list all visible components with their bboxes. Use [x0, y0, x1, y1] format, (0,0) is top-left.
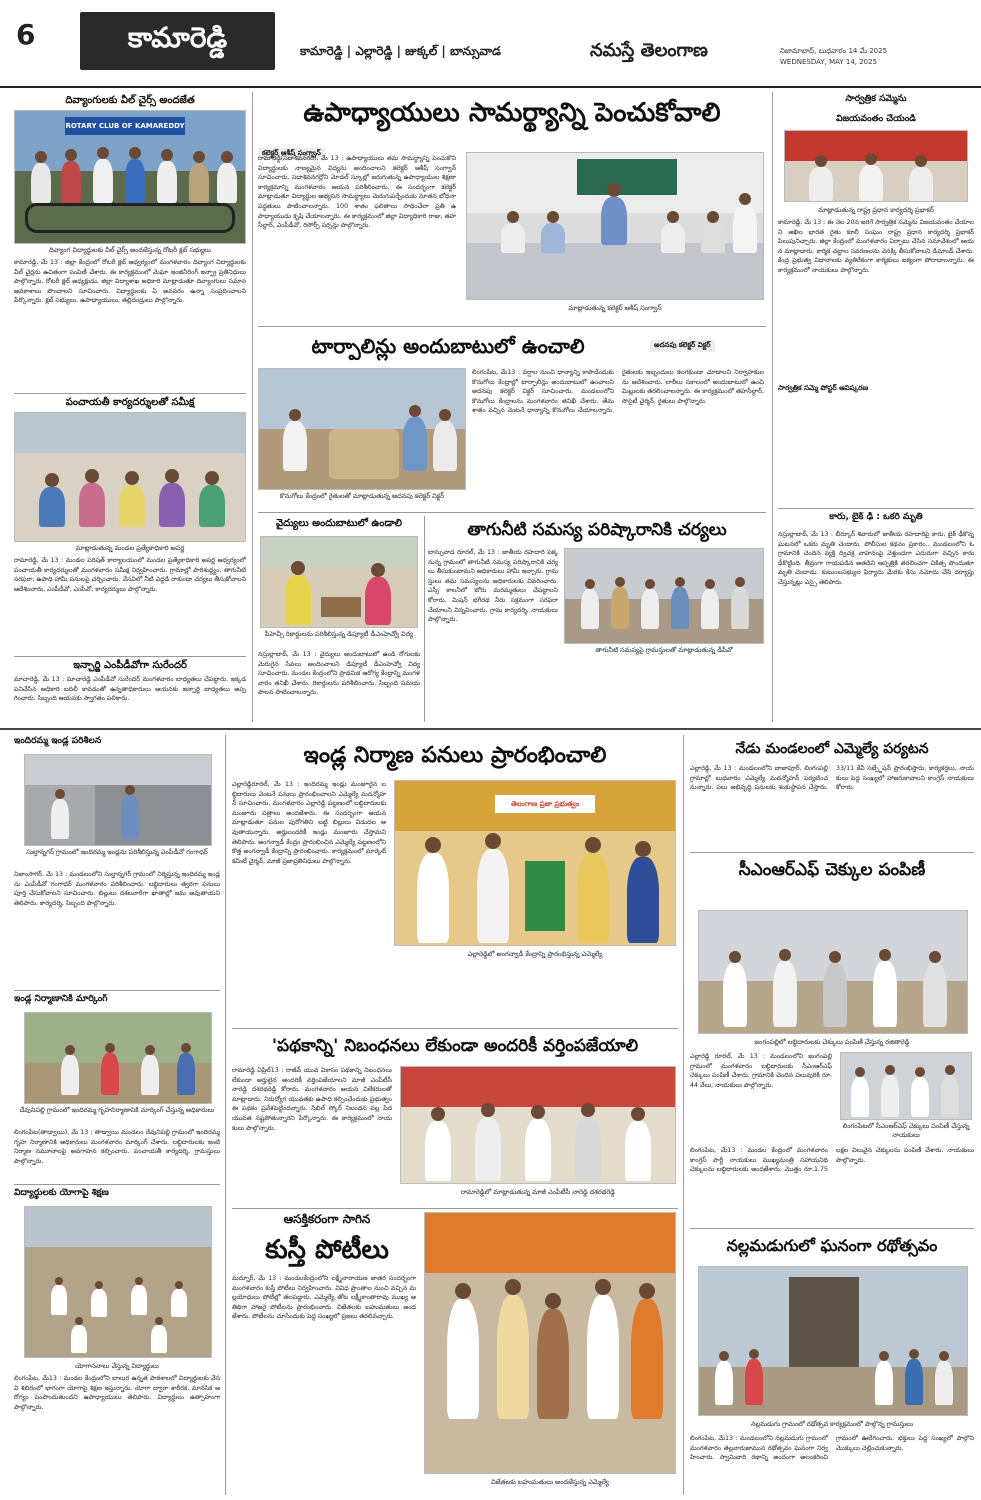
- page-number: 6: [16, 18, 36, 51]
- caption: ఎల్లారెడ్డిలో అంగన్వాడీ కేంద్రాన్ని ప్రారంభిస్తున్న ఎమ్మెల్యే: [467, 950, 603, 958]
- headline: దివ్యాంగులకు వీల్ చైర్స్ అందజేత: [65, 95, 195, 106]
- article-wrestling: [232, 1212, 678, 1492]
- article-yoga: [14, 1188, 220, 1488]
- headline-line2: కుస్తీ పోటీలు: [265, 1235, 389, 1265]
- masthead: [0, 0, 981, 88]
- article-lead: [258, 94, 766, 324]
- photo: [258, 368, 466, 490]
- divider: [225, 735, 226, 1495]
- date-te: నిజామాబాద్, బుధవారం 14 మే 2025: [780, 47, 888, 55]
- headline-line2: విజయవంతం చేయండి: [836, 114, 916, 124]
- article-body: లింగంపేట, మే13 : మండలంలోని నల్లమడుగు గ్రామంలో మంగళవారం తెల్లవారుజామున రథోత్సవం ఘనంగా నిర్వహించారు. స్వామివారి రథాన్ని అందంగా అలంకరించి గ్రామంలో ఊరేగించారు. భక్తులు పెద్ద సంఖ్యలో పాల్గొని మొక్కులు చెల్లించుకున్నారు.: [690, 1435, 974, 1462]
- photo: [14, 412, 246, 542]
- headline: ఆసక్తికరంగా సాగిన: [283, 1212, 371, 1226]
- divider: [683, 735, 684, 1495]
- divider: [252, 92, 253, 722]
- article-general-strike: [778, 94, 974, 504]
- section-name: కామారెడ్డి: [80, 12, 275, 70]
- photo: [400, 1066, 676, 1184]
- photo: [564, 548, 764, 644]
- caption: సుల్తాన్నగర్ గ్రామంలో ఇందిరమ్మ ఇండ్లను పరిశీలిస్తున్న ఎంపీడీవో గంగాధర్: [26, 848, 208, 856]
- article-scheme-norms: [232, 1032, 678, 1206]
- caption: దేవునిపల్లి గ్రామంలో ఇందిరమ్మ గృహనిర్మాణానికి మార్కింగ్ చేస్తున్న అధికారులు: [19, 1106, 215, 1114]
- caption: యోగాసనాలు వేస్తున్న విద్యార్థులు: [75, 1362, 159, 1370]
- article-body: లింగంపేట, మే13 : మండల కేంద్రంలోని బాలుర ఉన్నత పాఠశాలలో విద్యార్థులకు వేసవి శిబిరంలో భాగంగా యోగాపై శిక్షణ ఇస్తున్నారు. యోగా ద్వారా శారీరక, మానసిక ఆరోగ్యం పెంపొందుతుందని ఉపాధ్యాయులు తెలిపారు. విద్యార్థులు ఉత్సాహంగా పాల్గొన్నారు.: [14, 1375, 220, 1411]
- headline: టార్పాలిన్లు అందుబాటులో ఉంచాలి: [311, 334, 585, 358]
- article-body: కామారెడ్డి, మే 13 : ఈ నెల 20న జరిగే సార్వత్రిక సమ్మెను విజయవంతం చేయాలని అఖిల భారత రైతు కూలీ సంఘం రాష్ట్ర ప్రధాన కార్యదర్శి ప్రభాకర్ పిలుపునిచ్చారు. జిల్లా కేంద్రంలో మంగళవారం ఏర్పాటు చేసిన సమావేశంలో ఆయన మాట్లాడారు. కార్మిక చట్టాల సవరణలను వెనక్కి తీసుకోవాలని డిమాండ్ చేశారు. కేంద్ర ప్రభుత్వ విధానాలకు వ్యతిరేకంగా కార్మికులు ఐక్యంగా పోరాడాలన్నారు. ఈ కార్యక్రమంలో నాయకులు పాల్గొన్నారు.: [778, 219, 974, 274]
- divider: [0, 728, 981, 730]
- caption: మాట్లాడుతున్న రాష్ట్ర ప్రధాన కార్యదర్శి ప్రభాకర్: [818, 206, 934, 214]
- photo: [840, 1052, 972, 1120]
- article-cmrf-cheques: [690, 856, 974, 1226]
- photo: [424, 1212, 676, 1474]
- article-body: బాన్సువాడ రూరల్, మే 13 : జాతీయ రహదారి పక్కనున్న గ్రామంలో తాగునీటి సమస్య పరిష్కారానికి చర్యలు తీసుకుంటామని అధికారులు హామీ ఇచ్చారు. గ్రామస్తులు తమ సమస్యలను అధికారులకు వివరించారు. ఎస్సీ కాలనీలో బోరు మరమ్మతులు చేపట్టాలని కోరారు. మిషన్ భగీరథ నీరు సక్రమంగా సరఫరా చేయాలని విన్నవించారు. గ్రామ కార్యదర్శి, నాయకులు పాల్గొన్నారు.: [428, 549, 558, 624]
- article-chariot-festival: [690, 1232, 974, 1492]
- article-body: రామారెడ్డి(సదాశివనగర్), మే 13 : ఉపాధ్యాయులు తమ సామర్థ్యాన్ని పెంచుకొని విద్యార్థులకు నాణ్యమైన విద్యను అందించాలని కలెక్టర్ ఆశీష్ సంగ్వాన్ సూచించారు. సదాశివనగర్లోని మోడల్ స్కూల్లో జరుగుతున్న ఉపాధ్యాయుల శిక్షణా కార్యక్రమాన్ని మంగళవారం ఆయన పరిశీలించారు. ఈ సందర్భంగా కలెక్టర్ మాట్లాడుతూ విద్యార్థుల అభ్యసన సామర్థ్యాలు మెరుగుపర్చేందుకు నూతన బోధనా పద్ధతులు పాటించాలన్నారు. 100 శాతం ఫలితాలు సాధించేలా ప్రతి ఉపాధ్యాయుడు కృషి చేయాలన్నారు. ఈ కార్యక్రమంలో జిల్లా విద్యాధికారి రాజు, తహసీల్దార్, ఎంపీడీవో, రిసోర్స్ పర్సన్లు పాల్గొన్నారు.: [258, 155, 456, 230]
- paper-name: నమస్తే తెలంగాణ: [590, 40, 708, 61]
- article-wheelchairs: [14, 94, 246, 390]
- headline: సార్వత్రిక సమ్మెను: [845, 94, 907, 104]
- date-en: WEDNESDAY, MAY 14, 2025: [780, 58, 878, 66]
- subtag: అదనపు కలెక్టర్ విక్టర్: [650, 332, 715, 352]
- caption: మాట్లాడుతున్న కలెక్టర్ ఆశీష్ సంగ్వాన్: [568, 304, 662, 312]
- headline: ఇందిరమ్మ ఇండ్ల పరిశీలన: [14, 736, 102, 746]
- article-body: ఎల్లారెడ్డిరూరల్, మే 13 : ఇందిరమ్మ ఇండ్లు మంజూరైన లబ్ధిదారులు వెంటనే పనులు ప్రారంభించాలని ఎమ్మెల్యే మదన్మోహన్ సూచించారు. మంగళవారం ఎల్లారెడ్డి పట్టణంలో లబ్ధిదారులకు మంజూరు పత్రాలు అందజేశారు. ఈ సందర్భంగా ఆయన మాట్లాడుతూ పనుల పురోగతిని బట్టి బిల్లులు విడుదల అవుతాయన్నారు. అర్హులందరికీ ఇండ్లు మంజూరు చేస్తామని తెలిపారు. అంగన్వాడీ కేంద్రం ప్రారంభించిన ఎమ్మెల్యే పట్టణంలోని కొత్త అంగన్వాడీ కేంద్రాన్ని ప్రారంభించారు. కార్యక్రమంలో మార్కెట్ కమిటీ చైర్మన్, మాజీ ప్రజాప్రతినిధులు పాల్గొన్నారు.: [232, 781, 386, 865]
- date-block: [780, 46, 887, 68]
- article-tarpaulins: [258, 330, 766, 510]
- masthead-rule: [0, 86, 981, 88]
- article-body: మాచారెడ్డి, మే 13 : మాచారెడ్డి ఎంపీడీవో సురేందర్ మంగళవారం బాధ్యతలు చేపట్టారు. ఇక్కడ పనిచేసిన అధికారి బదిలీ కావడంతో ఉన్నతాధికారులు ఆయనకు ఇన్చార్జి బాధ్యతలు అప్పగించారు. సిబ్బంది ఆయనకు స్వాగతం పలికారు.: [14, 676, 246, 703]
- headline: నల్లమడుగులో ఘనంగా రథోత్సవం: [726, 1236, 938, 1255]
- headline: తాగునీటి సమస్య పరిష్కారానికి చర్యలు: [467, 520, 727, 540]
- headline: పంచాయతీ కార్యదర్శులతో సమీక్ష: [65, 397, 195, 408]
- caption: తాగునీటి సమస్యపై గ్రామస్తులతో మాట్లాడుతున్న డీపీవో: [595, 646, 733, 654]
- article-body: ఎల్లారెడ్డి, మే 13 : మండలంలోని బాజాపూర్, లింగంపల్లి గ్రామాల్లో బుధవారం ఎమ్మెల్యే మదన్మోహన్ పర్యటించనున్నారు. పలు అభివృద్ధి పనులకు శంకుస్థాపన చేస్తారు. 33/11 కేవీ సబ్స్టేషన్ ప్రారంభిస్తారు. కార్యకర్తలు, నాయకులు పెద్ద సంఖ్యలో హాజరుకావాలని కాంగ్రెస్ నాయకులు కోరారు.: [690, 765, 974, 792]
- headline: ఇన్చార్జి ఎంపీడీవోగా సురేందర్: [73, 660, 187, 671]
- caption: దివ్యాంగ విద్యార్థులకు వీల్ చైర్స్ అందజేస్తున్న రోటరీ క్లబ్ సభ్యులు: [49, 246, 211, 254]
- article-indiramma-inspection: [14, 736, 220, 986]
- article-body: కామారెడ్డి, మే 13 : జిల్లా కేంద్రంలో రోటరీ క్లబ్ ఆధ్వర్యంలో మంగళవారం దివ్యాంగ విద్యార్థులకు వీల్ చైర్లను ఉచితంగా పంపిణీ చేశారు. ఈ కార్యక్రమంలో మెఘా ఇంజినీరింగ్ ఇన్ఫ్రా ప్రతినిధులు పాల్గొన్నారు. రోటరీ క్లబ్ అధ్యక్షుడు, జిల్లా విద్యాశాఖ అధికారి మాట్లాడుతూ దివ్యాంగులు సమాన అవకాశాలు పొందాలని సూచించారు. విద్యార్థులకు ఏ అవసరం ఉన్నా సంప్రదించాలని పేర్కొన్నారు. క్లబ్ సభ్యులు, ఉపాధ్యాయులు, తల్లిదండ్రులు పాల్గొన్నారు.: [14, 259, 246, 305]
- headline: ఉపాధ్యాయులు సామర్థ్యాన్ని పెంచుకోవాలి: [303, 98, 721, 128]
- caption: లింగంపేటలో సీఎంఆర్ఎఫ్ చెక్కులు పంపిణీ చేస్తున్న నాయకులు: [842, 1122, 970, 1139]
- headline: విద్యార్థులకు యోగాపై శిక్షణ: [14, 1188, 109, 1198]
- article-body: ఎల్లారెడ్డి రూరల్, మే 13 : మండలంలోని జంగంపల్లి గ్రామంలో మంగళవారం లబ్ధిదారులకు సీఎంఆర్ఎఫ్ చెక్కులు పంపిణీ చేశారు. గ్రామానికి చెందిన పలువురికి రూ.44 వేలు, నాయకులు పాల్గొన్నారు.: [690, 1053, 832, 1089]
- article-body: నస్రుల్లాబాద్, మే 13 : బీర్కూర్ శివారులో జాతీయ రహదారిపై కారు, బైక్ ఢీకొన్న ఘటనలో ఒకరు మృతి చెందారు. పోలీసుల కథనం ప్రకారం.. మండలంలోని ఓ గ్రామానికి చెందిన వ్యక్తి ద్విచక్ర వాహనంపై వెళ్తుండగా ఎదురుగా వచ్చిన కారు ఢీకొట్టింది. తీవ్రంగా గాయపడిన అతడిని ఆస్పత్రికి తరలించగా చికిత్స పొందుతూ మృతి చెందాడు. కుటుంబసభ్యుల ఫిర్యాదు మేరకు కేసు నమోదు చేసి దర్యాప్తు చేస్తున్నట్లు ఎస్సై తెలిపారు.: [778, 531, 974, 586]
- photo: [24, 1012, 212, 1104]
- banner-text: తెలంగాణ ప్రజా ప్రభుత్వం: [495, 795, 595, 813]
- byline: కలెక్టర్ ఆశీష్ సంగ్వాన్: [258, 140, 325, 160]
- caption: రామారెడ్డిలో మాట్లాడుతున్న మాజీ ఎంపీటీసీ నారెడ్డి దశరథరెడ్డి: [461, 1188, 615, 1196]
- headline: ఇండ్ల నిర్మాణానికి మార్కింగ్: [14, 994, 108, 1004]
- photo: [466, 152, 764, 300]
- caption: నల్లమడుగు గ్రామంలో రథోత్సవ కార్యక్రమంలో పాల్గొన్న గ్రామస్తులు: [750, 1420, 914, 1428]
- article-panchayat-review: [14, 396, 246, 654]
- photo: [784, 130, 968, 202]
- headline: సీఎంఆర్ఎఫ్ చెక్కుల పంపిణీ: [738, 860, 926, 880]
- caption: పీహెచ్సీ రికార్డులను పరిశీలిస్తున్న డిప్యూటీ డీఎంహెచ్వో విద్య: [264, 630, 414, 638]
- article-body: నస్రుల్లాబాద్, మే 13 : వైద్యులు అందుబాటులో ఉండి రోగులకు మెరుగైన సేవలు అందించాలని డిప్యూటీ డీఎంహెచ్వో విద్య సూచించారు. మండల కేంద్రంలోని ప్రాథమిక ఆరోగ్య కేంద్రాన్ని మంగళవారం తనిఖీ చేశారు. రికార్డులను పరిశీలించారు. సిబ్బంది సమయపాలన పాటించాలన్నారు.: [258, 651, 420, 697]
- subheading: సార్వత్రిక సమ్మె పోస్టర్ ఆవిష్కరణ: [778, 384, 869, 392]
- article-body: రామారెడ్డి, మే 13 : మండల పరిషత్ కార్యాలయంలో మండల ప్రత్యేకాధికారి అపర్ణ ఆధ్వర్యంలో పంచాయతీ కార్యదర్శులతో మంగళవారం సమీక్ష నిర్వహించారు. గ్రామాల్లో పారిశుద్ధ్యం, తాగునీటి సరఫరా, ఉపాధి హామీ పనులపై చర్చించారు. వేసవిలో నీటి ఎద్దడి రాకుండా చర్యలు తీసుకోవాలని ఆదేశించారు. ఎంపీడీవో, ఎంపీవో, కార్యదర్శులు పాల్గొన్నారు.: [14, 557, 246, 593]
- article-mla-visit: [690, 738, 974, 850]
- photo: [698, 1266, 968, 1416]
- headline: కారు, బైక్ ఢీ : ఒకరి మృతి: [829, 512, 923, 522]
- article-body: మద్నూర్, మే 13 : మండలకేంద్రంలోని లక్ష్మీనారాయణ జాతర సందర్భంగా మంగళవారం కుస్తీ పోటీలు నిర్వహించారు. వివిధ ప్రాంతాల నుంచి వచ్చిన మల్లయోధులు పోటీల్లో తలపడ్డారు. ఎమ్మెల్యే తోట లక్ష్మీకాంతారావు ముఖ్య అతిథిగా హాజరై పోటీలను ప్రారంభించారు. విజేతలకు బహుమతులు అందజేశారు. పోటీలను చూసేందుకు పెద్ద సంఖ్యలో ప్రజలు తరలివచ్చారు.: [232, 1275, 416, 1321]
- places-list: కామారెడ్డి | ఎల్లారెడ్డి | జుక్కల్ | బాన్సువాడ: [300, 44, 501, 58]
- article-body: లింగంపేట, మే13 : వర్షాల నుంచి ధాన్యాన్ని కాపాడేందుకు కొనుగోలు కేంద్రాల్లో టార్పాలిన్లు అందుబాటులో ఉంచాలని అదనపు కలెక్టర్ విక్టర్ సూచించారు. మండలంలోని కొనుగోలు కేంద్రాలను మంగళవారం తనిఖీ చేశారు. తేమ శాతం వచ్చిన వెంటనే ధాన్యాన్ని కొనుగోలు చేయాలన్నారు. రైతులకు ఇబ్బందులు కలగకుండా చూడాలని నిర్వాహకులను ఆదేశించారు. లారీలు సకాలంలో అందుబాటులో ఉంచి మిల్లులకు తరలించాలన్నారు. ఈ కార్యక్రమంలో తహసీల్దార్, సొసైటీ చైర్మన్, రైతులు పాల్గొన్నారు.: [472, 369, 764, 415]
- caption: జంగంపల్లిలో లబ్ధిదారులకు చెక్కులు పంపిణీ చేస్తున్న రజితారెడ్డి: [754, 1038, 910, 1046]
- caption: మాట్లాడుతున్న మండల ప్రత్యేకాధికారి అపర్ణ: [75, 544, 185, 552]
- divider: [772, 92, 773, 722]
- article-marking: [14, 994, 220, 1180]
- photo: [698, 910, 968, 1034]
- photo: [394, 780, 676, 946]
- article-body: లింగంపేట, మే13 : మండల కేంద్రంలో మంగళవారం కాంగ్రెస్ పార్టీ నాయకులు ముఖ్యమంత్రి సహాయనిధి చెక్కులను లబ్ధిదారులకు అందజేశారు. మొత్తం రూ.1.75 లక్షల విలువైన చెక్కులను పంపిణీ చేశారు. నాయకులు పాల్గొన్నారు.: [690, 1147, 974, 1174]
- caption: విజేతలకు బహుమతులు అందజేస్తున్న ఎమ్మెల్యే: [491, 1478, 609, 1486]
- caption: కొనుగోలు కేంద్రంలో రైతులతో మాట్లాడుతున్న అదనపు కలెక్టర్ విక్టర్: [279, 492, 445, 500]
- article-body: రామారెడ్డి ఏప్రిల్13 : రాజీవ్ యువ వికాసం పథకాన్ని నిబంధనలు లేకుండా అర్హులైన అందరికీ వర్తింపజేయాలని మాజీ ఎంపీటీసీ నారెడ్డి దశరథరెడ్డి కోరారు. మంగళవారం ఆయన విలేకరులతో మాట్లాడారు. నిరుద్యోగ యువతకు ఉపాధి కల్పించేందుకు ప్రభుత్వం ఈ పథకం ప్రవేశపెట్టిందన్నారు. సిబిల్ స్కోర్ నిబంధన వల్ల పేద యువత నష్టపోతున్నారని పేర్కొన్నారు. ఈ కార్యక్రమంలో నాయకులు పాల్గొన్నారు.: [232, 1067, 392, 1132]
- photo: [14, 110, 246, 244]
- article-body: నిజాంసాగర్, మే 13 : మండలంలోని సుల్తాన్నగర్ గ్రామంలో నిర్మిస్తున్న ఇందిరమ్మ ఇండ్లను ఎంపీడీవో గంగాధర్ మంగళవారం పరిశీలించారు. లబ్ధిదారులు త్వరగా పనులు పూర్తి చేసుకోవాలని సూచించారు. బిల్లులు దశలవారీగా ఖాతాల్లో జమ అవుతాయని తెలిపారు. కార్యదర్శి, సిబ్బంది పాల్గొన్నారు.: [14, 871, 220, 907]
- photo: [24, 754, 212, 846]
- article-drinking-water: [428, 516, 766, 724]
- photo: [24, 1206, 212, 1358]
- article-incharge-mpdo: [14, 659, 246, 723]
- article-body: లింగంపేట(తాడ్వాయి), మే 13 : తాడ్వాయి మండలం దేవునిపల్లి గ్రామంలో ఇందిరమ్మ గృహ నిర్మాణానికి అధికారులు మంగళవారం మార్కింగ్ చేశారు. లబ్ధిదారులకు ఇంటి నిర్మాణ నమూనాలపై అవగాహన కల్పించారు. పంచాయతీ కార్యదర్శి, గ్రామస్తులు పాల్గొన్నారు.: [14, 1129, 220, 1165]
- headline: ఇండ్ల నిర్మాణ పనులు ప్రారంభించాలి: [303, 743, 607, 768]
- banner-text: ROTARY CLUB OF KAMAREDDY: [65, 117, 185, 135]
- article-doctors: [258, 516, 420, 724]
- headline: 'పథకాన్ని' నిబంధనలు లేకుండా అందరికీ వర్తింపజేయాలి: [271, 1036, 639, 1056]
- headline: వైద్యులు అందుబాటులో ఉండాలి: [276, 518, 402, 529]
- photo: [260, 536, 418, 628]
- article-car-bike-accident: [778, 512, 974, 724]
- article-houses-construction: [232, 738, 678, 1024]
- headline: నేడు మండలంలో ఎమ్మెల్యే పర్యటన: [735, 741, 929, 757]
